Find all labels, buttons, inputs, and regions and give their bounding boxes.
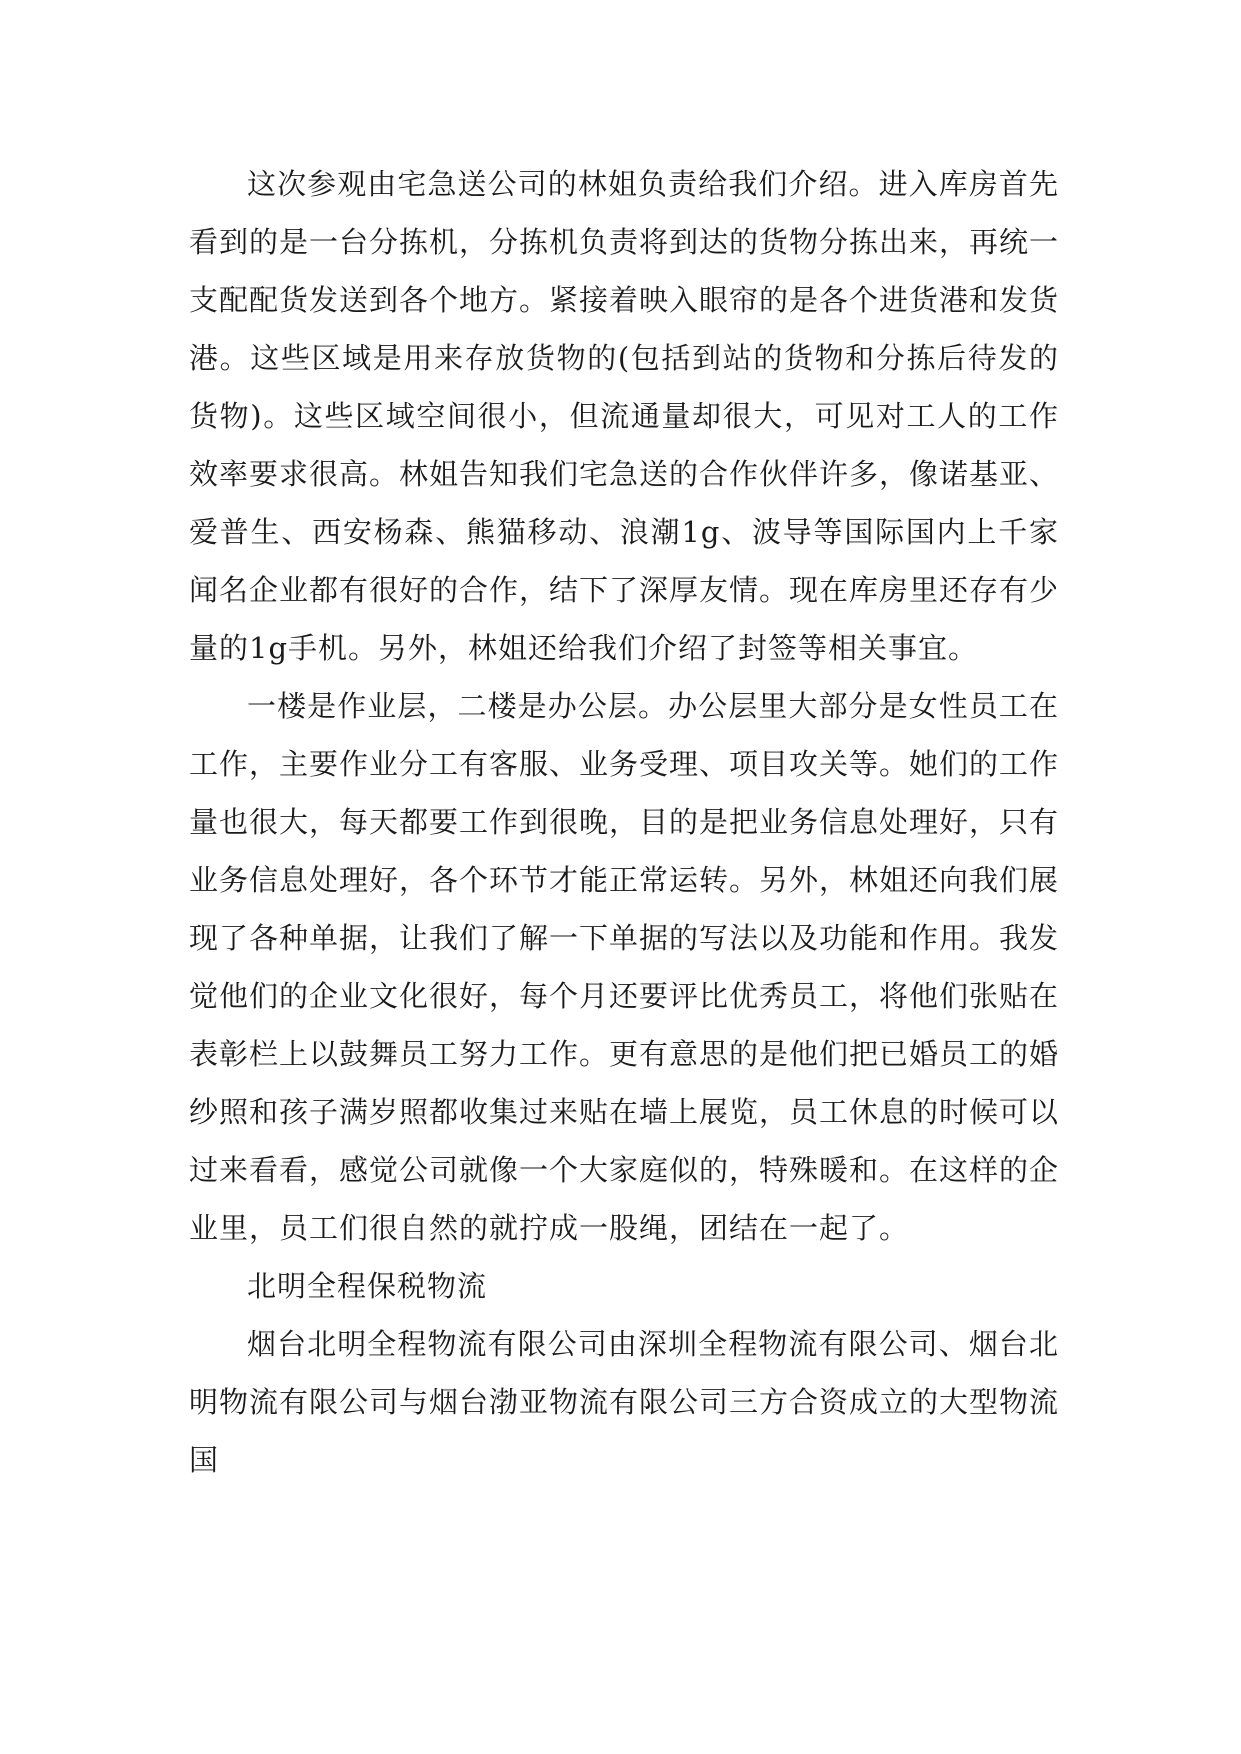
paragraph-office-floor: 一楼是作业层，二楼是办公层。办公层里大部分是女性员工在工作，主要作业分工有客服、业务受理、项目攻关等。她们的工作量也很大，每天都要工作到很晚，目的是把业务信息处理好，只有业务信息处理好，各个环节才能正常运转。另外，林姐还向我们展现了各种单据，让我们了解一下单据的写法以及功能和作用。我发觉他们的企业文化很好，每个月还要评比优秀员工，将他们张贴在表彰栏上以鼓舞员工努力工作。更有意思的是他们把已婚员工的婚纱照和孩子满岁照都收集过来贴在墙上展览，员工休息的时候可以过来看看，感觉公司就像一个大家庭似的，特殊暖和。在这样的企业里，员工们很自然的就拧成一股绳，团结在一起了。: [189, 689, 1060, 1245]
document-body: [189, 155, 1059, 1489]
paragraph-warehouse-visit: 这次参观由宅急送公司的林姐负责给我们介绍。进入库房首先看到的是一台分拣机，分拣机负责将到达的货物分拣出来，再统一支配配货发送到各个地方。紧接着映入眼帘的是各个进货港和发货港。这些区域是用来存放货物的(包括到站的货物和分拣后待发的货物)。这些区域空间很小，但流通量却很大，可见对工人的工作效率要求很高。林姐告知我们宅急送的合作伙伴许多，像诺基亚、爱普生、西安杨森、熊猫移动、浪潮1g、波导等国际国内上千家闻名企业都有很好的合作，结下了深厚友情。现在库房里还存有少量的1g手机。另外，林姐还给我们介绍了封签等相关事宜。: [189, 167, 1060, 665]
paragraph-company-intro: 烟台北明全程物流有限公司由深圳全程物流有限公司、烟台北明物流有限公司与烟台渤亚物流有限公司三方合资成立的大型物流国: [189, 1327, 1060, 1477]
section-heading: 北明全程保税物流: [247, 1269, 488, 1303]
